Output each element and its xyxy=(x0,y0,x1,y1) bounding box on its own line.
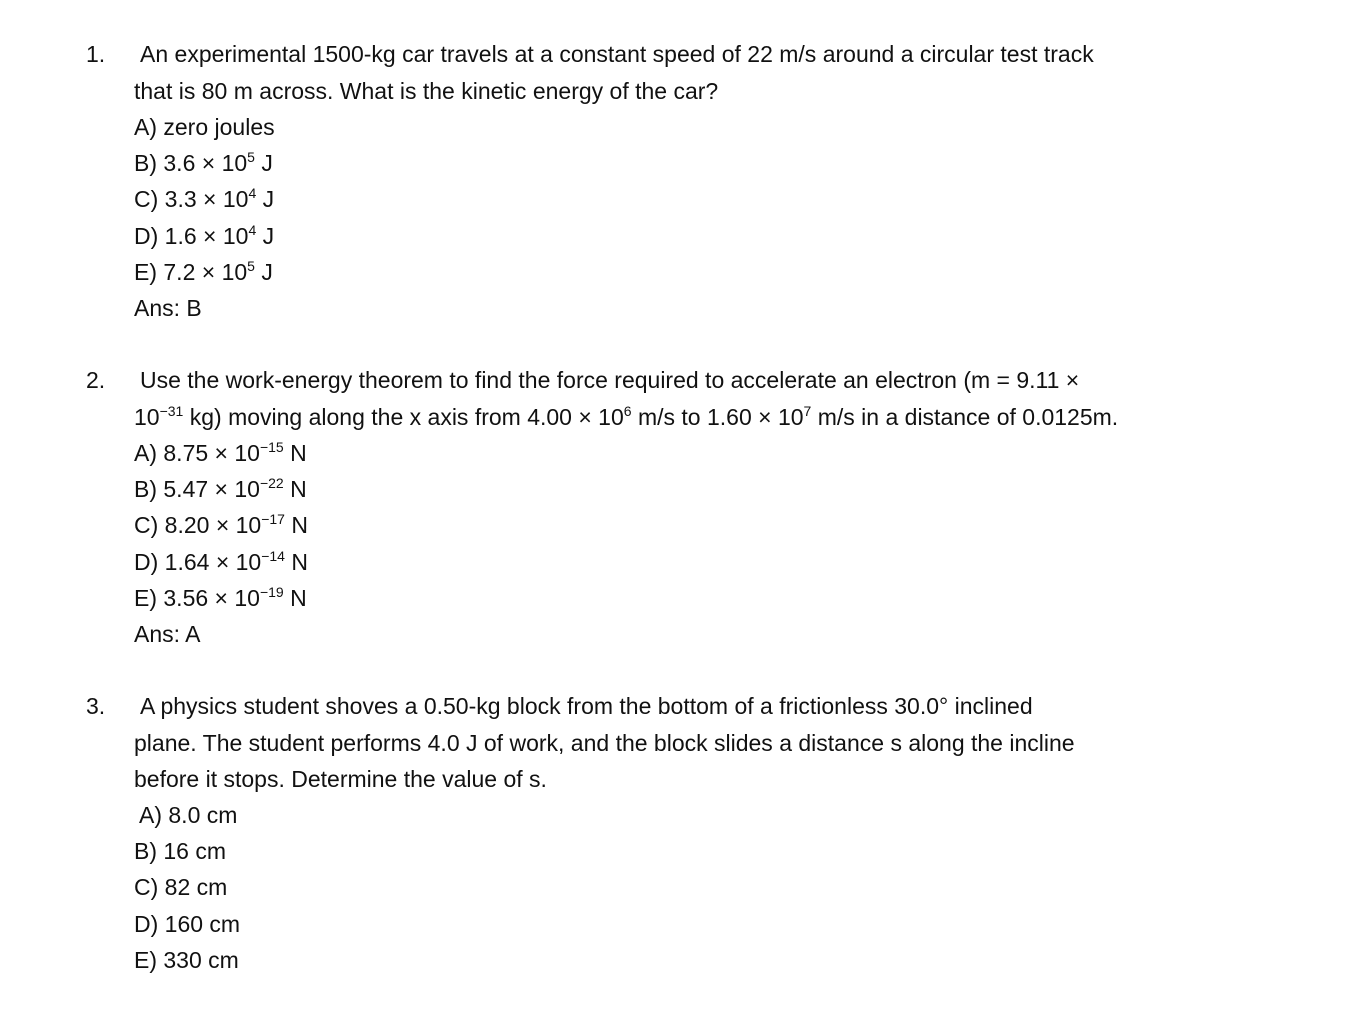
option-e: E) $7.2 \times 10^5$ J xyxy=(134,257,273,285)
answer-key: Ans: B xyxy=(134,294,202,321)
question-text-line: $10^{-31}$ kg) moving along the x axis from $4.00 \times 10^6$ m/s to $1.60 \times 10^7$ m/s in a distance of 0.0125m. xyxy=(134,402,1119,430)
option-a: A) 8.0 cm xyxy=(139,802,238,828)
option-e: E) 330 cm xyxy=(134,946,239,973)
answer-key: Ans: A xyxy=(134,620,201,647)
question-number: 2. xyxy=(86,367,106,393)
option-a: A) zero joules xyxy=(134,114,275,140)
option-c: C) $8.20 \times 10^{-17}$ N xyxy=(134,511,308,539)
option-e: E) $3.56 \times 10^{-19}$ N xyxy=(134,583,307,611)
answer-options xyxy=(134,109,734,326)
question-text xyxy=(134,36,1234,109)
question-number: 3. xyxy=(86,693,106,719)
option-c: C) $3.3 \times 10^4$ J xyxy=(134,185,275,213)
question-text-line: plane. The student performs 4.0 J of work, and the block slides a distance s along the incline xyxy=(134,729,1075,756)
question-text-line: A physics student shoves a 0.50-kg block from the bottom of a frictionless 30.0° inclined xyxy=(140,693,1033,719)
option-b: B) $3.6 \times 10^5$ J xyxy=(134,149,273,177)
option-b: B) $5.47 \times 10^{-22}$ N xyxy=(134,475,307,503)
question-text-line: An experimental 1500-kg car travels at a constant speed of 22 m/s around a circular test track xyxy=(140,41,1094,67)
option-b: B) 16 cm xyxy=(134,838,227,865)
question-text xyxy=(134,362,1234,435)
question-text-line: Use the work-energy theorem to find the force required to accelerate an electron (m = 9.11 × xyxy=(140,367,1080,393)
option-a: A) $8.75 \times 10^{-15}$ N xyxy=(134,439,307,466)
option-d: D) $1.6 \times 10^4$ J xyxy=(134,221,275,249)
question-text xyxy=(134,688,1234,798)
question-text-line: that is 80 m across. What is the kinetic energy of the car? xyxy=(134,77,719,104)
option-d: D) $1.64 \times 10^{-14}$ N xyxy=(134,547,308,575)
question-number: 1. xyxy=(86,41,106,67)
answer-options xyxy=(134,797,734,978)
answer-options xyxy=(134,435,734,652)
option-d: D) 160 cm xyxy=(134,910,241,937)
question-text-line: before it stops. Determine the value of s. xyxy=(134,766,547,792)
option-c: C) 82 cm xyxy=(134,874,228,901)
